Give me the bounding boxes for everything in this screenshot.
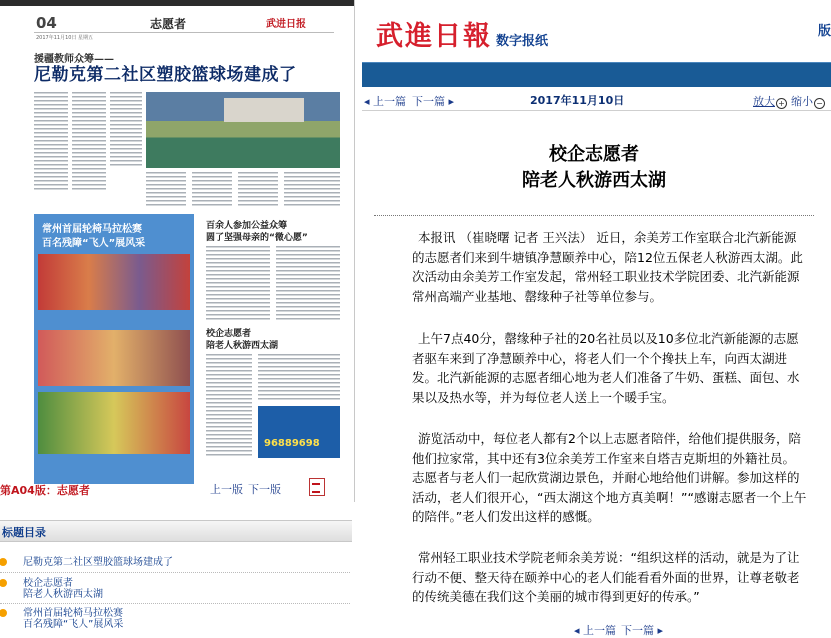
text-column	[238, 172, 278, 208]
right-article-title-2[interactable]: 圆了坚强母亲的“微心愿”	[206, 233, 308, 243]
newspaper-page-image[interactable]	[0, 0, 355, 502]
advertisement-box	[258, 406, 340, 458]
text-column	[192, 172, 232, 208]
basketball-court-photo[interactable]	[146, 92, 340, 168]
edition-label: 第A04版：志愿者	[0, 484, 90, 497]
prev-edition-link[interactable]: 上一版	[210, 483, 243, 496]
article-paragraph: 游览活动中，每位老人都有2个以上志愿者陪伴，给他们提供服务，陪他们拉家常，其中还有3位余美芳工作室来自塔吉克斯坦的外籍社员。志愿者与老人们一起欣赏湖边景色，并耐心地给他们讲解。参加这样的活动，老人们很开心，“西太湖这个地方真美啊！”“感谢志愿者一个上午的陪伴。”老人们发出这样的感慨。	[412, 431, 807, 524]
title-list-item-text-2[interactable]: 陪老人秋游西太湖	[23, 589, 103, 600]
article-title-line-1: 校企志愿者	[549, 144, 639, 165]
page-meta: 2017年11月10日 星期五	[36, 35, 94, 41]
right-article-title-3[interactable]: 校企志愿者	[206, 329, 252, 339]
text-column	[146, 172, 186, 208]
text-column	[110, 92, 142, 168]
site-header	[362, 0, 831, 62]
page-number: 04	[36, 14, 57, 32]
zoom-out-icon[interactable]: −	[814, 98, 825, 109]
site-logo[interactable]: 武進日報	[376, 21, 492, 52]
ad-phone-number: 96889698	[264, 438, 320, 449]
text-column	[72, 92, 106, 192]
page-section: 志愿者	[150, 17, 187, 31]
article-paragraph: 上午7点40分，罄缘种子社的20名社员以及10多位北汽新能源的志愿者驱车来到了净慧颐养中心，将老人们一个个搀扶上车，向西太湖进发。北汽新能源的志愿者细心地为老人们准备了牛奶、蛋糕、面包、水果以及热水等，并为每位老人送上一个暖手宝。	[412, 331, 800, 405]
pdf-icon[interactable]	[309, 478, 325, 496]
issue-date: 2017年11月10日	[530, 94, 625, 107]
bullet-icon	[0, 609, 7, 617]
site-subtitle: 数字报纸	[496, 34, 549, 49]
text-column	[206, 354, 252, 458]
next-edition-link[interactable]: 下一版	[248, 483, 281, 496]
title-list-header-label: 标题目录	[2, 526, 46, 539]
bullet-icon	[0, 558, 7, 566]
blue-box-title-1: 常州首届轮椅马拉松赛	[42, 224, 142, 235]
title-list-item-text[interactable]: 常州首届轮椅马拉松赛	[23, 608, 123, 619]
zoom-out-label[interactable]: 缩小	[791, 95, 813, 108]
page-headline[interactable]: 尼勒克第二社区塑胶篮球场建成了	[34, 65, 297, 85]
text-column	[284, 172, 340, 208]
article-title-line-2: 陪老人秋游西太湖	[522, 170, 666, 191]
page-pre-title: 援疆教师众筹——	[34, 54, 114, 65]
title-list-item-text[interactable]: 尼勒克第二社区塑胶篮球场建成了	[23, 557, 173, 568]
bullet-icon	[0, 579, 7, 587]
nav-bar	[362, 62, 831, 87]
list-separator	[0, 603, 350, 604]
list-separator	[0, 572, 350, 573]
zoom-in-label[interactable]: 放大	[753, 95, 775, 108]
marathon-photo-3	[38, 392, 190, 454]
zoom-out-button[interactable]	[791, 93, 825, 109]
text-column	[258, 354, 340, 400]
edition-tab[interactable]: 版	[818, 24, 831, 39]
page-divider	[34, 32, 334, 33]
article-paragraph: 本报讯 （崔晓曙 记者 王兴法） 近日，余美芳工作室联合北汽新能源的志愿者们来到牛塘镇净慧颐养中心，陪12位五保老人秋游西太湖。此次活动由余美芳工作室发起，常州轻工职业技术学院团委、北汽新能源常州高端产业基地、罄缘种子社等单位参与。	[412, 230, 803, 304]
text-column	[276, 246, 340, 320]
marathon-photo-1	[38, 254, 190, 310]
next-article-link[interactable]: 下一篇 ▸	[412, 95, 455, 108]
article-paragraph: 常州轻工职业技术学院老师余美芳说：“组织这样的活动，就是为了让行动不便、整天待在颐养中心的老人们能看看外面的世界，让尊老敬老的传统美德在我们这个美丽的城市得到更好的传承。”	[412, 550, 800, 604]
title-list-header	[0, 520, 352, 542]
bottom-prev-article-link[interactable]: ◂ 上一篇	[574, 624, 617, 637]
article-toolbar	[362, 87, 831, 109]
text-column	[34, 92, 68, 192]
blue-box-title-2: 百名残障“飞人”展风采	[42, 238, 146, 249]
title-list-item-text[interactable]: 校企志愿者	[23, 578, 73, 589]
zoom-in-icon[interactable]: +	[776, 98, 787, 109]
right-article-title-4[interactable]: 陪老人秋游西太湖	[206, 341, 279, 351]
bottom-next-article-link[interactable]: 下一篇 ▸	[621, 624, 664, 637]
marathon-photo-2	[38, 330, 190, 386]
title-list-item-text-2[interactable]: 百名残障“飞人”展风采	[23, 619, 124, 630]
zoom-in-button[interactable]	[753, 93, 787, 109]
text-column	[206, 246, 270, 320]
page-masthead-logo: 武进日报	[266, 19, 306, 30]
right-article-title-1[interactable]: 百余人参加公益众筹	[206, 221, 288, 231]
title-divider	[374, 215, 814, 216]
page-top-bar	[0, 0, 354, 6]
prev-article-link[interactable]: ◂ 上一篇	[364, 95, 407, 108]
toolbar-divider	[362, 110, 831, 111]
